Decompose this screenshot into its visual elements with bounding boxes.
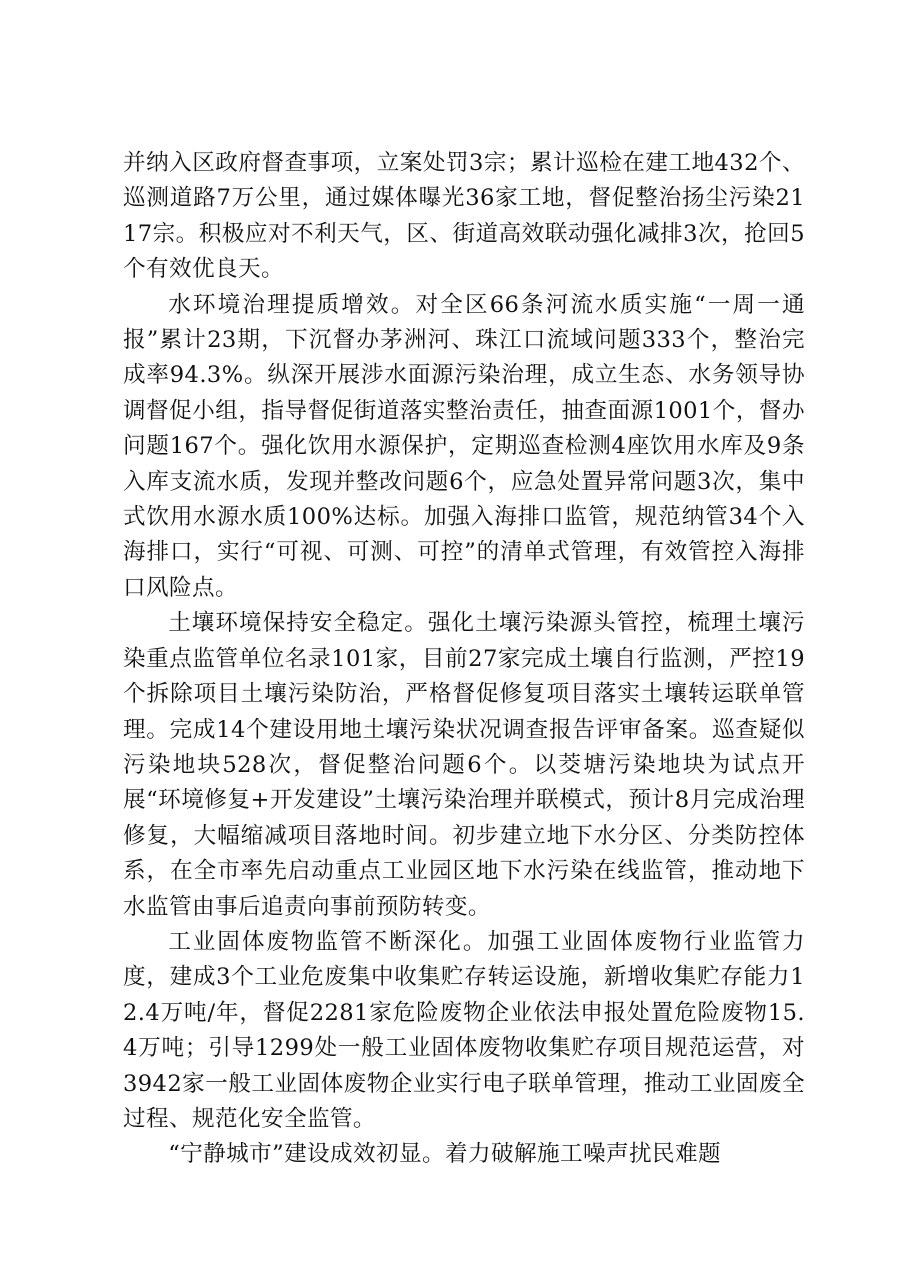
paragraph-quiet-city: “宁静城市”建设成效初显。着力破解施工噪声扰民难题	[168, 1141, 721, 1168]
document-body	[123, 146, 805, 1173]
paragraph-soil-environment: 土壤环境保持安全稳定。强化土壤污染源头管控，梳理土壤污染重点监管单位名录101家，目前27家完成土壤自行监测，严控19个拆除项目土壤污染防治，严格督促修复项目落实土壤转运联单管理。完成14个建设用地土壤污染状况调查报告评审备案。巡查疑似污染地块528次，督促整治问题6个。以茭塘污染地块为试点开展“环境修复+开发建设”土壤污染治理并联模式，预计8月完成治理修复，大幅缩减项目落地时间。初步建立地下水分区、分类防控体系，在全市率先启动重点工业园区地下水污染在线监管，推动地下水监管由事后追责向事前预防转变。	[123, 610, 805, 920]
paragraph-water-environment: 水环境治理提质增效。对全区66条河流水质实施“一周一通报”累计23期，下沉督办茅洲河、珠江口流域问题333个，整治完成率94.3%。纵深开展涉水面源污染治理，成立生态、水务领导协调督促小组，指导督促街道落实整治责任，抽查面源1001个，督办问题167个。强化饮用水源保护，定期巡查检测4座饮用水库及9条入库支流水质，发现并整改问题6个，应急处置异常问题3次，集中式饮用水源水质100%达标。加强入海排口监管，规范纳管34个入海排口，实行“可视、可测、可控”的清单式管理，有效管控入海排口风险点。	[123, 291, 805, 601]
paragraph-industrial-solid-waste: 工业固体废物监管不断深化。加强工业固体废物行业监管力度，建成3个工业危废集中收集贮存转运设施，新增收集贮存能力12.4万吨/年，督促2281家危险废物企业依法申报处置危险废物15.4万吨；引导1299处一般工业固体废物收集贮存项目规范运营，对3942家一般工业固体废物企业实行电子联单管理，推动工业固废全过程、规范化安全监管。	[123, 928, 805, 1132]
paragraph-air-continued: 并纳入区政府督查事项，立案处罚3宗；累计巡检在建工地432个、巡测道路7万公里，通过媒体曝光36家工地，督促整治扬尘污染2117宗。积极应对不利天气，区、街道高效联动强化减排3次，抢回5个有效优良天。	[123, 150, 805, 283]
